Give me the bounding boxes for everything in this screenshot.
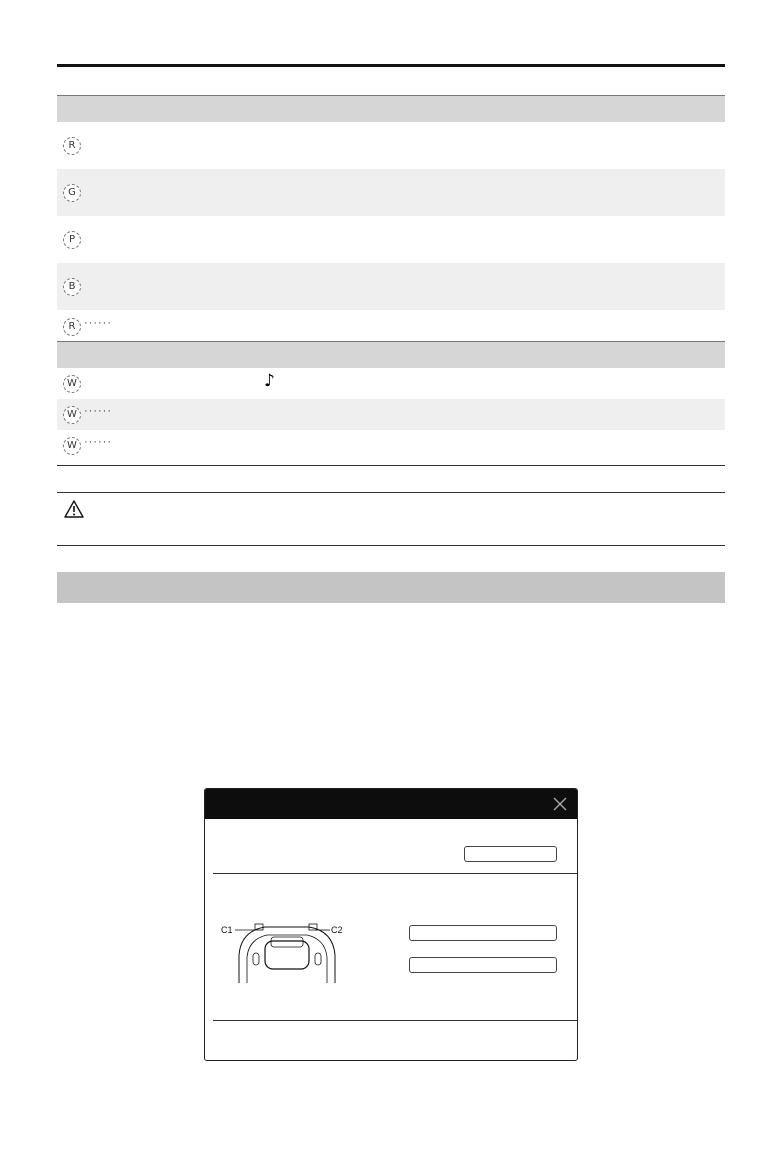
led-white-icon: W xyxy=(63,437,81,455)
music-note-icon: ♪ xyxy=(264,371,275,391)
calibrate-c1-button[interactable] xyxy=(409,925,557,941)
led-blue-icon: B xyxy=(63,278,81,296)
table-row xyxy=(57,263,725,310)
led-green-icon: G xyxy=(63,184,81,202)
label-c1: C1 xyxy=(221,925,233,935)
blink-dots: ······ xyxy=(84,317,112,329)
led-red-icon: R xyxy=(63,137,81,155)
top-rule xyxy=(57,64,725,67)
led-red-icon: R xyxy=(63,318,81,336)
close-icon[interactable] xyxy=(551,795,569,813)
dialog-separator xyxy=(213,1020,577,1021)
blink-dots: ······ xyxy=(84,405,112,417)
led-status-table xyxy=(57,95,725,461)
label-c2: C2 xyxy=(331,925,343,935)
dialog-separator xyxy=(213,873,577,874)
warning-icon xyxy=(64,500,84,518)
led-purple-icon: P xyxy=(63,231,81,249)
table-row xyxy=(57,430,725,461)
table-row xyxy=(57,122,725,169)
dialog-title-bar xyxy=(205,789,577,819)
table-row xyxy=(57,216,725,263)
calibrate-c2-button[interactable] xyxy=(409,957,557,973)
led-white-icon: W xyxy=(63,406,81,424)
table-header-bar xyxy=(57,341,725,368)
blink-dots: ······ xyxy=(84,436,112,448)
section-header-bar xyxy=(57,572,725,603)
warning-bottom-rule xyxy=(57,545,725,546)
table-header-bar xyxy=(57,95,725,122)
table-row xyxy=(57,399,725,430)
table-row xyxy=(57,368,725,399)
top-action-button[interactable] xyxy=(464,846,557,862)
warning-top-rule xyxy=(57,492,725,493)
drone-illustration-icon xyxy=(217,915,357,983)
calibration-dialog xyxy=(204,788,578,1061)
table-row xyxy=(57,310,725,341)
table-bottom-rule xyxy=(57,465,725,466)
page-number xyxy=(738,10,768,38)
led-white-icon: W xyxy=(63,375,81,393)
table-row xyxy=(57,169,725,216)
